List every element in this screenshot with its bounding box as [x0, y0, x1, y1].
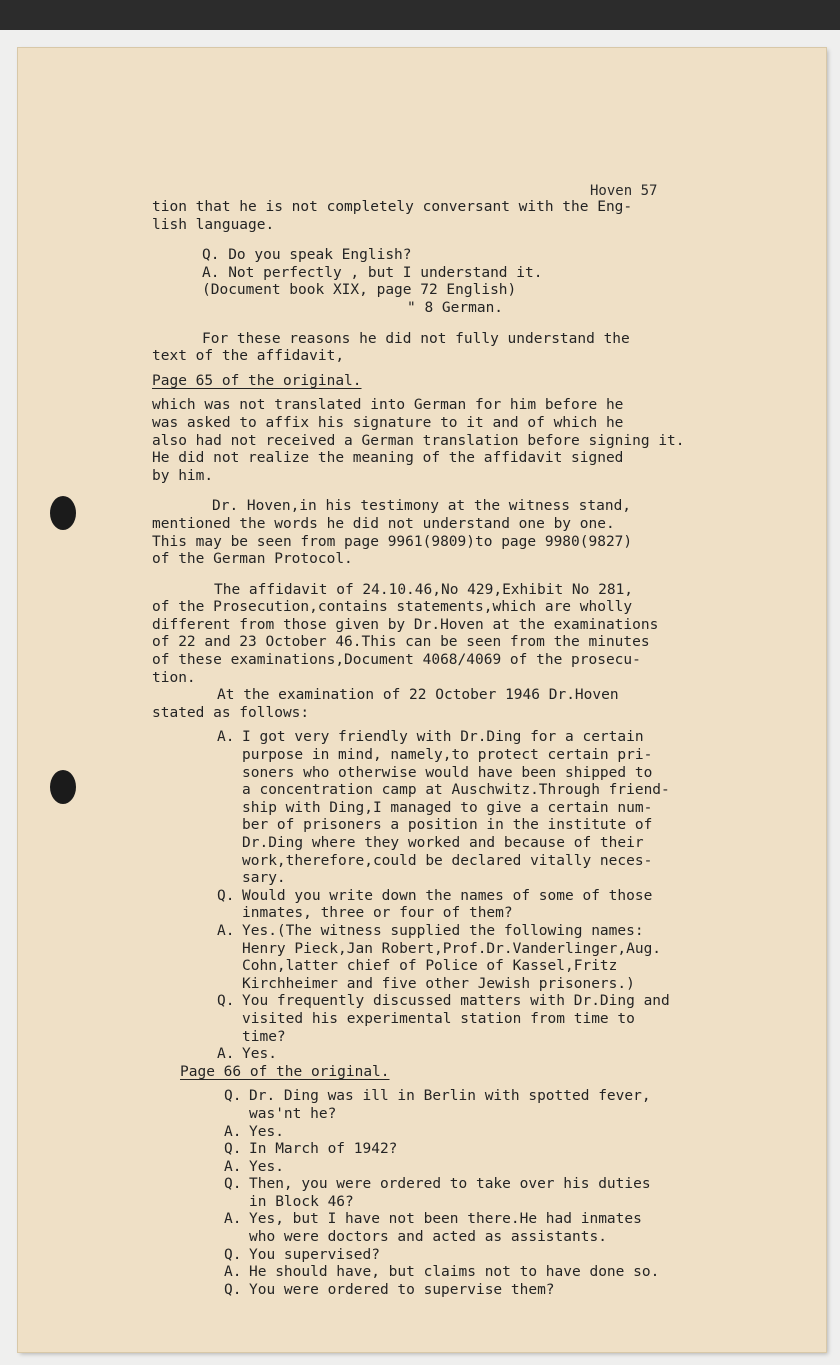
exchange-text — [249, 1211, 642, 1246]
text-line: of the Prosecution,contains statements,which are wholly — [152, 599, 633, 616]
speaker-label: A. — [224, 1158, 242, 1175]
text-line: sary. — [242, 870, 286, 887]
text-line: Then, you were ordered to take over his duties — [249, 1176, 651, 1193]
text-line: Yes. — [242, 1046, 277, 1063]
quoted-exchange — [152, 247, 832, 317]
text-line: Yes.(The witness supplied the following names: — [242, 922, 644, 939]
answer-item — [224, 1211, 832, 1246]
speaker-label: Q. — [217, 993, 235, 1010]
document-reference: " 8 German. — [407, 299, 504, 316]
exchange-text — [249, 1124, 284, 1142]
answer-item — [224, 1124, 832, 1142]
text-line: visited his experimental station from time to — [242, 1010, 635, 1027]
text-line: purpose in mind, namely,to protect certain pri- — [242, 747, 653, 764]
text-line: For these reasons he did not fully understand the — [202, 330, 630, 347]
text-line: He did not realize the meaning of the affidavit signed — [152, 450, 624, 467]
paragraph — [152, 331, 832, 366]
text-line: of the German Protocol. — [152, 551, 353, 568]
text-line: Yes, but I have not been there.He had inmates — [249, 1211, 642, 1228]
text-line: in Block 46? — [249, 1193, 354, 1210]
text-line: stated as follows: — [152, 704, 310, 721]
exchange-text — [249, 1141, 397, 1159]
text-line: also had not received a German translation before signing it. — [152, 432, 685, 449]
text-line: a concentration camp at Auschwitz.Through friend- — [242, 782, 670, 799]
speaker-label: Q. — [224, 1088, 242, 1105]
question-item — [224, 1247, 832, 1265]
text-line: Dr. Hoven,in his testimony at the witness stand, — [212, 498, 632, 515]
text-line: work,therefore,could be declared vitally neces- — [242, 852, 653, 869]
question-item — [224, 1282, 832, 1300]
exchange-text — [249, 1264, 659, 1282]
exchange-text — [249, 1176, 651, 1211]
question-item — [217, 888, 832, 923]
answer-line: A. Not perfectly , but I understand it. — [202, 264, 543, 281]
text-line: You were ordered to supervise them? — [249, 1281, 555, 1298]
text-line: by him. — [152, 467, 214, 484]
exchange-text — [249, 1088, 651, 1123]
text-line: who were doctors and acted as assistants. — [249, 1229, 607, 1246]
text-line: Henry Pieck,Jan Robert,Prof.Dr.Vanderlinger,Aug. — [242, 940, 662, 957]
punch-hole — [50, 770, 76, 804]
text-line: was asked to affix his signature to it and of which he — [152, 414, 624, 431]
paragraph — [152, 397, 832, 485]
text-line: Yes. — [249, 1158, 284, 1175]
text-line: In March of 1942? — [249, 1141, 398, 1158]
question-item — [224, 1176, 832, 1211]
exchange-text — [249, 1247, 380, 1265]
text-line: ship with Ding,I managed to give a certain num- — [242, 799, 653, 816]
speaker-label: A. — [217, 922, 235, 939]
speaker-label: A. — [224, 1264, 242, 1281]
speaker-label: Q. — [217, 887, 235, 904]
text-line: lish language. — [152, 216, 275, 233]
text-line: of these examinations,Document 4068/4069 of the prosecu- — [152, 652, 641, 669]
text-line: Would you write down the names of some of those — [242, 887, 653, 904]
text-line: mentioned the words he did not understand one by one. — [152, 515, 615, 532]
text-line: This may be seen from page 9961(9809)to page 9980(9827) — [152, 533, 633, 550]
speaker-label: A. — [217, 1046, 235, 1063]
text-line: You supervised? — [249, 1246, 380, 1263]
paragraph — [152, 498, 832, 568]
examination-transcript-2 — [152, 1088, 832, 1299]
speaker-label: Q. — [224, 1281, 242, 1298]
page-marker: Page 66 of the original. — [180, 1063, 390, 1080]
speaker-label: A. — [224, 1123, 242, 1140]
answer-item — [217, 729, 832, 887]
text-line: was'nt he? — [249, 1105, 337, 1122]
paragraph — [152, 582, 832, 688]
text-line: ber of prisoners a position in the institute of — [242, 817, 653, 834]
speaker-label: Q. — [224, 1176, 242, 1193]
text-line: He should have, but claims not to have done so. — [249, 1264, 660, 1281]
text-line: You frequently discussed matters with Dr.Ding and — [242, 993, 670, 1010]
text-line: of 22 and 23 October 46.This can be seen from the minutes — [152, 634, 650, 651]
text-line: tion that he is not completely conversant with the Eng- — [152, 199, 633, 215]
text-line: At the examination of 22 October 1946 Dr.Hoven — [217, 687, 619, 704]
speaker-label: A. — [217, 729, 235, 746]
answer-item — [224, 1159, 832, 1177]
speaker-label: Q. — [224, 1141, 242, 1158]
document-body — [152, 199, 832, 1299]
punch-hole — [50, 496, 76, 530]
examination-transcript-1 — [152, 729, 832, 1063]
exchange-text — [249, 1282, 555, 1300]
exchange-text — [242, 993, 670, 1046]
text-line: Yes. — [249, 1123, 284, 1140]
question-item — [224, 1141, 832, 1159]
document-reference: (Document book XIX, page 72 English) — [202, 282, 517, 299]
answer-item — [224, 1264, 832, 1282]
paragraph — [152, 199, 832, 234]
question-item — [224, 1088, 832, 1123]
speaker-label: A. — [224, 1211, 242, 1228]
exchange-text — [242, 888, 652, 923]
text-line: Cohn,latter chief of Police of Kassel,Fritz — [242, 958, 618, 975]
text-line: time? — [242, 1028, 286, 1045]
text-line: Dr.Ding where they worked and because of their — [242, 835, 644, 851]
exchange-text — [242, 1046, 277, 1064]
paragraph — [152, 687, 832, 722]
text-line: soners who otherwise would have been shipped to — [242, 764, 653, 781]
text-line: inmates, three or four of them? — [242, 905, 513, 922]
text-line: I got very friendly with Dr.Ding for a certain — [242, 729, 644, 746]
text-line: different from those given by Dr.Hoven at the examinations — [152, 616, 659, 633]
text-line: Kirchheimer and five other Jewish prisoners.) — [242, 975, 635, 992]
text-line: text of the affidavit, — [152, 348, 345, 365]
speaker-label: Q. — [224, 1246, 242, 1263]
exchange-text — [242, 923, 661, 993]
answer-item — [217, 923, 832, 993]
text-line: tion. — [152, 669, 196, 686]
question-item — [217, 993, 832, 1046]
text-line: Dr. Ding was ill in Berlin with spotted fever, — [249, 1088, 651, 1105]
exchange-text — [249, 1159, 284, 1177]
scanner-edge — [0, 0, 840, 30]
exchange-text — [242, 729, 670, 887]
question-line: Q. Do you speak English? — [202, 247, 412, 264]
page-marker: Page 65 of the original. — [152, 372, 362, 389]
text-line: The affidavit of 24.10.46,No 429,Exhibit No 281, — [214, 581, 634, 598]
answer-item — [217, 1046, 832, 1064]
page-number: Hoven 57 — [590, 183, 658, 199]
text-line: which was not translated into German for him before he — [152, 397, 624, 414]
